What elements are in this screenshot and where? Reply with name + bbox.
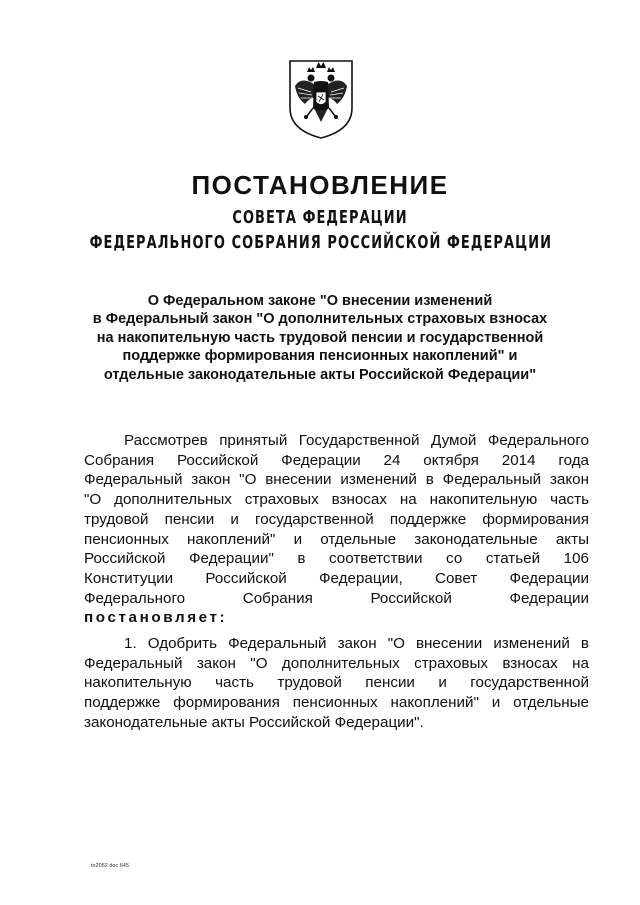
preamble-line: Федерального Собрания Российской Федерации	[84, 589, 589, 607]
subject-line: отдельные законодательные акты Российской Федерации"	[103, 366, 537, 383]
preamble-line: Конституции Российской Федерации, Совет Федерации	[84, 569, 589, 587]
preamble-line: Российской Федерации" в соответствии со статьей 106	[84, 550, 589, 568]
issuing-body-line-1: СОВЕТА ФЕДЕРАЦИИ	[232, 207, 408, 228]
preamble-line: трудовой пенсии и государственной поддержке формирования	[84, 510, 589, 528]
preamble-line: Собрания Российской Федерации 24 октября 2014 года	[84, 451, 589, 469]
document-code: to2052 doc 645	[91, 863, 129, 869]
subject-line: поддержке формирования пенсионных накоплений" и	[122, 348, 518, 365]
preamble-line: пенсионных накоплений" и отдельные законодательные акты	[84, 530, 589, 548]
item-line: 1. Одобрить Федеральный закон "О внесении изменений в	[124, 635, 589, 652]
preamble-line: Рассмотрев принятый Государственной Думой Федерального	[124, 432, 589, 449]
issuing-body-line-2: ФЕДЕРАЛЬНОГО СОБРАНИЯ РОССИЙСКОЙ ФЕДЕРАЦИИ	[89, 232, 553, 253]
item-line: Федеральный закон "О дополнительных страховых взносах на	[84, 654, 589, 672]
decree-word: постановляет:	[84, 609, 228, 627]
document-subject	[70, 292, 570, 384]
item-line: поддержке формирования пенсионных накоплений" и отдельные	[84, 694, 589, 712]
subject-line: на накопительную часть трудовой пенсии и государственной	[96, 329, 544, 346]
preamble-paragraph	[84, 431, 589, 628]
subject-line: в Федеральный закон "О дополнительных страховых взносах	[92, 311, 548, 328]
coat-of-arms-icon	[287, 58, 355, 140]
item-line: законодательные акты Российской Федерации".	[84, 713, 424, 731]
preamble-line: "О дополнительных страховых взносах на накопительную часть	[84, 491, 589, 509]
item-line: накопительную часть трудовой пенсии и государственной	[84, 674, 589, 692]
document-title: ПОСТАНОВЛЕНИЕ	[191, 170, 449, 200]
subject-line: О Федеральном законе "О внесении изменений	[147, 293, 493, 309]
preamble-line: Федеральный закон "О внесении изменений в Федеральный закон	[84, 471, 589, 489]
decree-item-1	[84, 634, 589, 733]
